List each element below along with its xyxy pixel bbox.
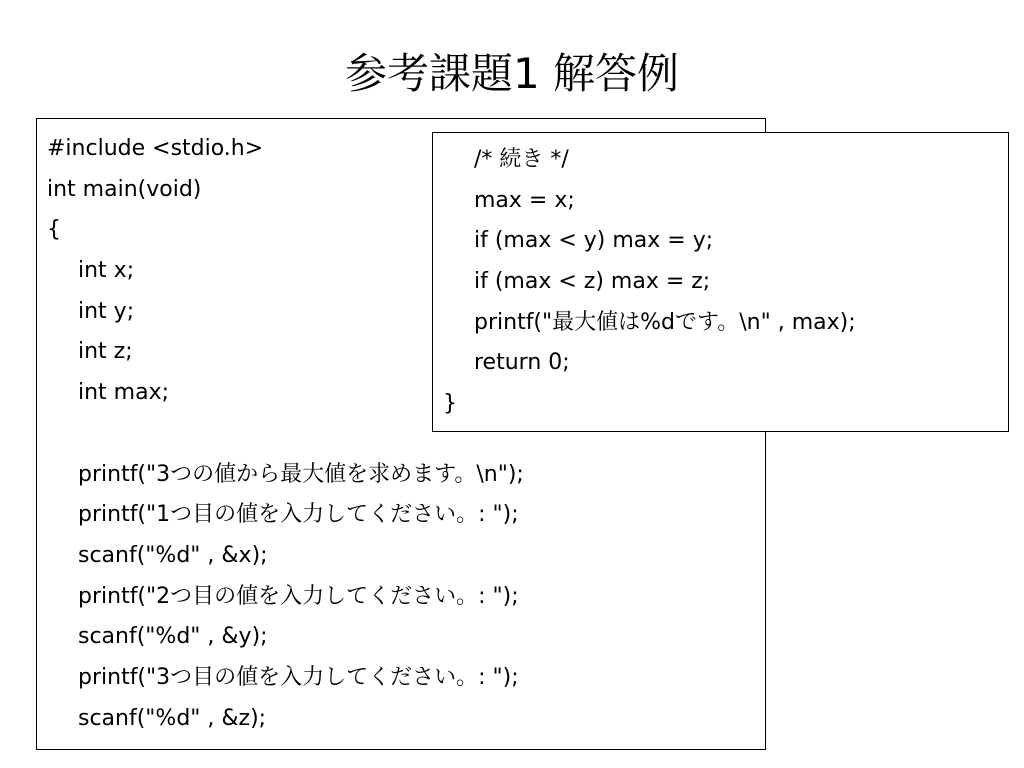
code-line-declare-max: int max; <box>78 380 170 406</box>
code-line-include: #include <stdio.h> <box>47 136 264 161</box>
code-line-main-signature: int main(void) <box>47 176 202 202</box>
code-line-scanf-x: scanf("%d" , &x); <box>78 542 268 568</box>
code-line-assign-max: max = x; <box>474 187 575 213</box>
code-line-printf-prompt-3: printf("3つ目の値を入力してください。: "); <box>78 664 519 690</box>
code-line-continuation-comment: /* 続き */ <box>474 147 569 172</box>
code-line-scanf-y: scanf("%d" , &y); <box>78 624 268 650</box>
code-line-declare-z: int z; <box>78 339 133 365</box>
code-line-compare-z: if (max < z) max = z; <box>474 269 711 295</box>
code-line-printf-intro: printf("3つの値から最大値を求めます。\n"); <box>78 461 524 487</box>
continuation-code-box <box>432 132 1009 432</box>
code-line-scanf-z: scanf("%d" , &z); <box>78 705 267 731</box>
code-line-declare-y: int y; <box>78 298 135 324</box>
code-line-printf-prompt-1: printf("1つ目の値を入力してください。: "); <box>78 502 519 528</box>
code-line-close-brace: } <box>443 391 457 417</box>
code-line-declare-x: int x; <box>78 258 135 284</box>
code-line-printf-prompt-2: printf("2つ目の値を入力してください。: "); <box>78 583 519 609</box>
code-line-open-brace: { <box>47 217 61 243</box>
code-line-printf-result: printf("最大値は%dです。\n" , max); <box>474 309 856 335</box>
code-line-compare-y: if (max < y) max = y; <box>474 228 714 254</box>
slide-title: 参考課題1 解答例 <box>344 49 680 98</box>
code-line-return: return 0; <box>474 350 570 376</box>
